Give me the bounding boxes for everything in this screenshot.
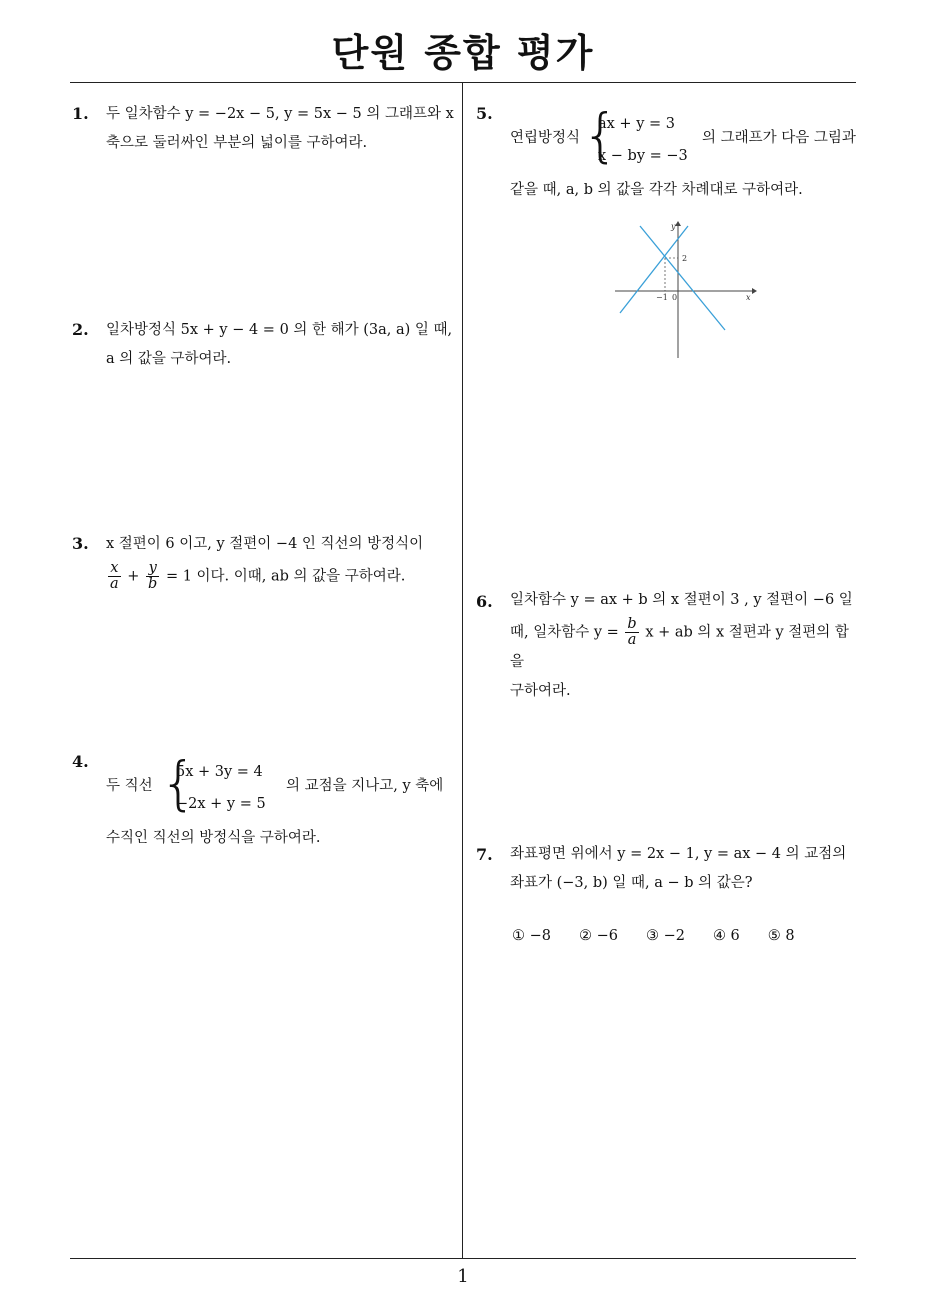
question-text: 좌표평면 위에서 y = 2x − 1, y = ax − 4 의 교점의: [510, 846, 847, 862]
equation-2: x − by = −3: [598, 148, 688, 164]
question-4-prefix: 두 직선: [106, 778, 153, 794]
tick-label-x: −1: [656, 293, 668, 302]
x-axis-arrow: [752, 288, 757, 294]
question-text: 일차함수 y = ax + b 의 x 절편이 3 , y 절편이 −6 일: [510, 592, 853, 608]
question-number: 3.: [72, 534, 89, 553]
tick-label-y: 2: [682, 254, 688, 263]
question-text: 두 일차함수 y = −2x − 5, y = 5x − 5 의 그래프와 x: [106, 106, 454, 122]
question-text: x + ab 의 x 절편과 y 절편의 합을: [510, 624, 849, 670]
question-formula-line: [510, 617, 862, 677]
plus-sign: +: [127, 568, 140, 585]
question-3: [106, 530, 456, 592]
y-axis-arrow: [675, 221, 681, 226]
question-4-suffix: 의 교점을 지나고, y 축에: [286, 778, 444, 794]
left-brace: {: [582, 101, 619, 169]
question-number: 2.: [72, 320, 89, 339]
graph-line-2: [640, 226, 725, 330]
question-text: 구하여라.: [510, 683, 571, 699]
question-number: 6.: [476, 592, 493, 611]
question-formula-line: [106, 561, 456, 592]
bottom-rule: [70, 1258, 856, 1259]
equation-1: ax + y = 3: [598, 116, 675, 132]
column-divider: [462, 83, 463, 1258]
page-title: 단원 종합 평가: [331, 31, 595, 75]
question-5-suffix: 의 그래프가 다음 그림과: [702, 130, 856, 146]
choice-2[interactable]: ② −6: [578, 928, 618, 944]
question-text: a 의 값을 구하여라.: [106, 351, 232, 367]
equation-1: 5x + 3y = 4: [176, 764, 263, 780]
left-brace: {: [160, 749, 197, 817]
x-axis-label: x: [746, 293, 751, 302]
fraction-x-over-a: $\frac{x}{a}$: [110, 560, 119, 592]
question-2: [106, 316, 456, 374]
question-7: [510, 840, 862, 898]
top-rule: [70, 82, 856, 83]
question-text: 좌표가 (−3, b) 일 때, a − b 의 값은?: [510, 875, 753, 891]
page-number: 1: [457, 1266, 469, 1287]
choice-4[interactable]: ④ 6: [712, 928, 740, 944]
question-number: 1.: [72, 104, 89, 123]
choice-1[interactable]: ① −8: [512, 928, 551, 944]
question-5-prefix: 연립방정식: [510, 130, 581, 146]
choice-5[interactable]: ⑤ 8: [767, 928, 795, 944]
fraction-b-over-a: $\frac{b}{a}$: [627, 616, 637, 648]
question-number: 4.: [72, 752, 89, 771]
linear-graph: [610, 218, 760, 360]
answer-choices: [512, 928, 795, 944]
question-6: [510, 586, 862, 706]
question-text: 일차방정식 5x + y − 4 = 0 의 한 해가 (3a, a) 일 때,: [106, 322, 453, 338]
fraction-y-over-b: $\frac{y}{b}$: [148, 560, 158, 592]
question-number: 5.: [476, 104, 493, 123]
question-text: x 절편이 6 이고, y 절편이 −4 인 직선의 방정식이: [106, 536, 424, 552]
question-text: = 1 이다. 이때, ab 의 값을 구하여라.: [165, 568, 406, 585]
y-axis-label: y: [671, 222, 676, 231]
question-number: 7.: [476, 845, 493, 864]
equation-2: −2x + y = 5: [176, 796, 266, 812]
question-text: 수직인 직선의 방정식을 구하여라.: [106, 830, 321, 846]
question-text: 같을 때, a, b 의 값을 각각 차례대로 구하여라.: [510, 182, 803, 198]
question-1: [106, 100, 456, 158]
question-text: 축으로 둘러싸인 부분의 넓이를 구하여라.: [106, 135, 368, 151]
question-text: 때, 일차함수 y =: [510, 624, 619, 641]
origin-label: 0: [672, 293, 678, 302]
choice-3[interactable]: ③ −2: [645, 928, 685, 944]
